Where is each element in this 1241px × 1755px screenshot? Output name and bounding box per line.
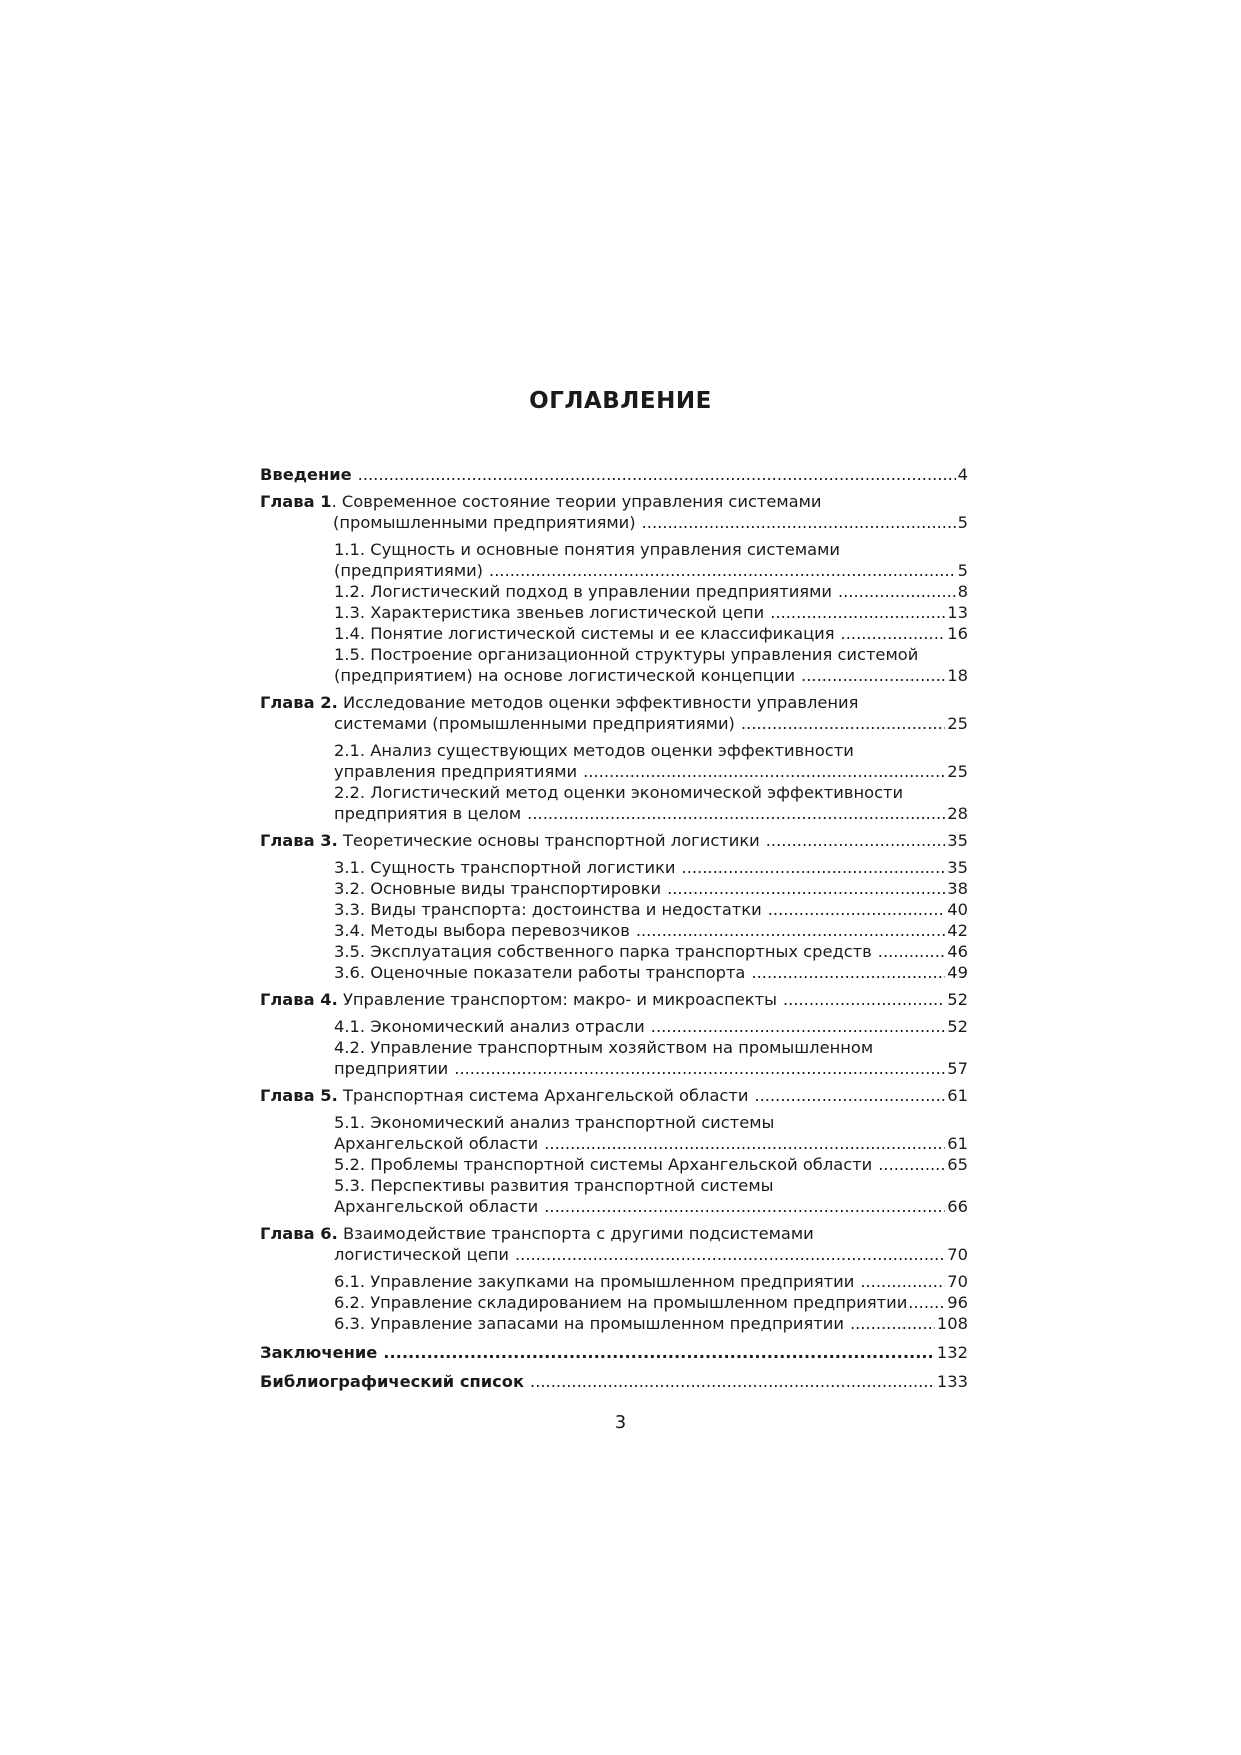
page-number: 3 [614,1412,627,1433]
toc-entry-conclusion[interactable] [260,1342,968,1363]
toc-page: 52 [947,1017,968,1036]
chapter-title: Управление транспортом: макро- и микроаспекты [342,990,777,1009]
leader-dots [530,1371,935,1392]
toc-page: 38 [947,879,968,898]
leader-dots [850,1313,935,1334]
chapter-title-cont: логистической цепи [334,1245,509,1264]
toc-entry-chapter-1[interactable] [260,491,968,533]
leader-dots [770,602,945,623]
leader-dots [878,941,946,962]
section-title: 2.2. Логистический метод оценки экономической эффективности [334,783,904,802]
section-title-cont: Архангельской области [334,1134,539,1153]
section-title: 3.5. Эксплуатация собственного парка транспортных средств [334,942,872,961]
section-title: 1.2. Логистический подход в управлении предприятиями [334,582,832,601]
toc-page: 8 [957,582,968,601]
toc-page: 4 [957,465,968,484]
section-title-cont: предприятия в целом [334,804,522,823]
toc-entry-2-2[interactable] [334,782,968,824]
toc-entry-1-3[interactable] [334,602,968,623]
section-title: 3.4. Методы выбора перевозчиков [334,921,630,940]
leader-dots [527,803,945,824]
chapter-title: Теоретические основы транспортной логистики [342,831,760,850]
chapter-title-cont: системами (промышленными предприятиями) [334,714,735,733]
leader-dots [751,962,945,983]
toc-page: 61 [947,1086,968,1105]
toc-entry-4-2[interactable] [334,1037,968,1079]
toc-heading: ОГЛАВЛЕНИЕ [529,388,712,414]
leader-dots [667,878,945,899]
chapter-title: . Современное состояние теории управления системами [331,492,822,511]
toc-entry-2-1[interactable] [334,740,968,782]
leader-dots [908,1292,945,1313]
leader-dots [489,560,956,581]
leader-dots [783,989,945,1010]
section-title: 4.1. Экономический анализ отрасли [334,1017,645,1036]
toc-entry-bibliography[interactable] [260,1371,968,1392]
section-title-cont: Архангельской области [334,1197,539,1216]
section-title-cont: (предприятием) на основе логистической концепции [334,666,796,685]
toc-entry-chapter-4[interactable] [260,989,968,1010]
toc-page: 57 [947,1059,968,1078]
leader-dots [801,665,945,686]
chapter-label: Глава 4. [260,990,338,1009]
toc-entry-5-3[interactable] [334,1175,968,1217]
chapter-title: Исследование методов оценки эффективности управления [342,693,859,712]
toc-page: 42 [947,921,968,940]
section-title: 3.2. Основные виды транспортировки [334,879,662,898]
section-title: 5.1. Экономический анализ транспортной системы [334,1113,775,1132]
section-title-cont: (предприятиями) [334,561,484,580]
chapter-title: Взаимодействие транспорта с другими подсистемами [342,1224,814,1243]
toc-page: 25 [947,714,968,733]
section-title: 3.6. Оценочные показатели работы транспорта [334,963,746,982]
chapter-label: Глава 3. [260,831,338,850]
section-title-cont: управления предприятиями [334,762,578,781]
section-title: 5.2. Проблемы транспортной системы Архангельской области [334,1155,873,1174]
toc-entry-chapter-6[interactable] [260,1223,968,1265]
leader-dots [642,512,956,533]
toc-page: 66 [947,1197,968,1216]
toc-page: 65 [947,1155,968,1174]
toc-page: 40 [947,900,968,919]
toc-page: 96 [947,1293,968,1312]
leader-dots [838,581,956,602]
toc-entry-3-3[interactable] [334,899,968,920]
toc-page: 70 [947,1272,968,1291]
chapter-title: Транспортная система Архангельской области [342,1086,749,1105]
toc-entry-3-4[interactable] [334,920,968,941]
toc-page: 28 [947,804,968,823]
toc-page: 35 [947,831,968,850]
section-title: 2.1. Анализ существующих методов оценки эффективности [334,741,854,760]
toc-entry-6-2[interactable] [334,1292,968,1313]
section-title: 6.2. Управление складированием на промышленном предприятии [334,1293,908,1312]
leader-dots [636,920,945,941]
toc-entry-3-6[interactable] [334,962,968,983]
leader-dots [878,1154,945,1175]
toc-entry-1-2[interactable] [334,581,968,602]
toc-page: 13 [947,603,968,622]
toc-entry-3-1[interactable] [334,857,968,878]
toc-entry-3-2[interactable] [334,878,968,899]
section-title: 3.1. Сущность транспортной логистики [334,858,676,877]
toc-entry-5-2[interactable] [334,1154,968,1175]
toc-page: 5 [957,513,968,532]
toc-entry-3-5[interactable] [334,941,968,962]
toc-label: Заключение [260,1343,378,1362]
leader-dots [754,1085,945,1106]
section-title: 1.1. Сущность и основные понятия управления системами [334,540,840,559]
toc-entry-1-5[interactable] [334,644,968,686]
toc-entry-6-1[interactable] [334,1271,968,1292]
toc-page: 5 [957,561,968,580]
section-title: 6.3. Управление запасами на промышленном предприятии [334,1314,844,1333]
section-title: 5.3. Перспективы развития транспортной системы [334,1176,774,1195]
leader-dots [383,1342,935,1363]
chapter-label: Глава 1 [260,492,332,511]
toc-entry-chapter-2[interactable] [260,692,968,734]
leader-dots [841,623,946,644]
section-title: 1.4. Понятие логистической системы и ее классификация [334,624,835,643]
toc-page: 25 [947,762,968,781]
toc-entry-6-3[interactable] [334,1313,968,1334]
leader-dots [544,1133,945,1154]
leader-dots [515,1244,945,1265]
leader-dots [741,713,945,734]
section-title: 1.3. Характеристика звеньев логистической цепи [334,603,765,622]
leader-dots [682,857,946,878]
toc-entry-chapter-3[interactable] [260,830,968,851]
leader-dots [651,1016,946,1037]
section-title: 4.2. Управление транспортным хозяйством на промышленном [334,1038,874,1057]
toc-entry-intro[interactable] [260,464,968,485]
toc-entry-4-1[interactable] [334,1016,968,1037]
chapter-title-cont: (промышленными предприятиями) [333,513,636,532]
leader-dots [583,761,945,782]
toc-page: 133 [936,1372,968,1391]
leader-dots [860,1271,945,1292]
chapter-label: Глава 2. [260,693,338,712]
leader-dots [766,830,946,851]
toc-page: 16 [947,624,968,643]
section-title: 1.5. Построение организационной структуры управления системой [334,645,919,664]
section-title: 3.3. Виды транспорта: достоинства и недостатки [334,900,762,919]
toc-page: 108 [936,1314,968,1333]
section-title-cont: предприятии [334,1059,449,1078]
chapter-label: Глава 5. [260,1086,338,1105]
toc-page: 18 [947,666,968,685]
toc-page: 132 [936,1343,968,1362]
toc-entry-1-1[interactable] [334,539,968,581]
toc-page: 46 [947,942,968,961]
toc-label: Библиографический список [260,1372,525,1391]
toc-label: Введение [260,465,352,484]
leader-dots [768,899,946,920]
toc-page: 61 [947,1134,968,1153]
toc-entry-1-4[interactable] [334,623,968,644]
toc-page: 35 [947,858,968,877]
leader-dots [454,1058,945,1079]
leader-dots [358,464,956,485]
toc-page: 52 [947,990,968,1009]
toc-page: 49 [947,963,968,982]
chapter-label: Глава 6. [260,1224,338,1243]
toc-entry-chapter-5[interactable] [260,1085,968,1106]
toc-entry-5-1[interactable] [334,1112,968,1154]
leader-dots [544,1196,945,1217]
table-of-contents [260,464,968,1392]
section-title: 6.1. Управление закупками на промышленном предприятии [334,1272,855,1291]
toc-page: 70 [947,1245,968,1264]
